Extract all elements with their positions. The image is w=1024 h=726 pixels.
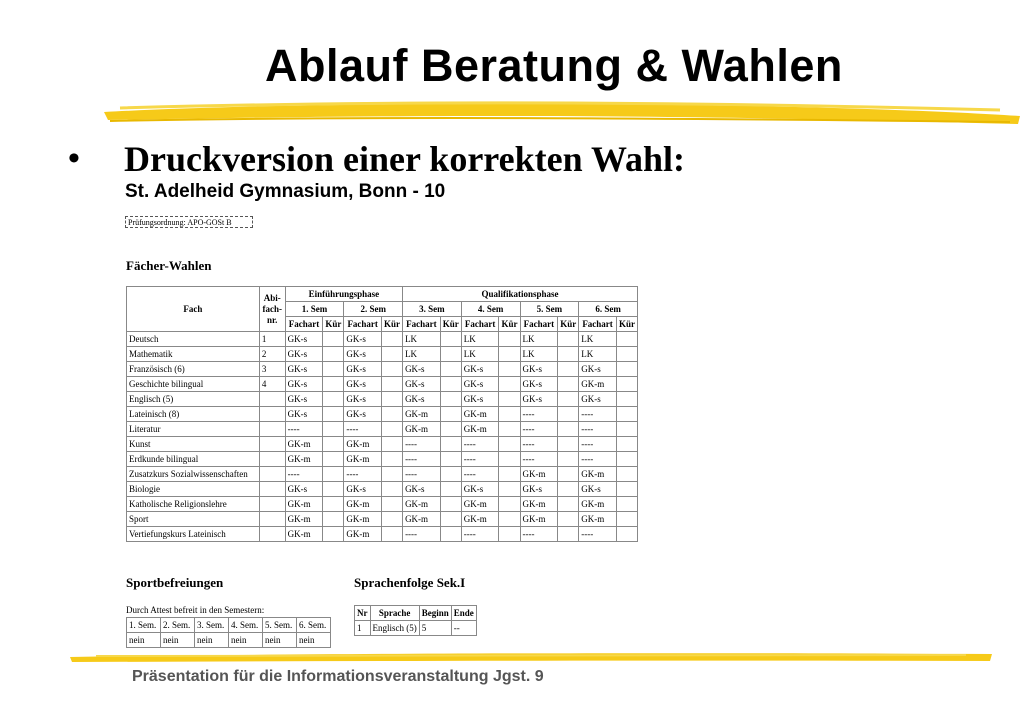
fachart-cell: GK-m [520, 467, 558, 482]
sportbefreiung-table [126, 617, 331, 648]
kuer-header: Kür [616, 317, 637, 332]
table-row [127, 437, 638, 452]
fachart-cell: GK-s [520, 377, 558, 392]
table-row [127, 392, 638, 407]
faecher-table [126, 286, 638, 542]
school-heading: St. Adelheid Gymnasium, Bonn - 10 [125, 181, 446, 202]
abifach-cell [259, 512, 285, 527]
kuer-cell [499, 482, 520, 497]
abifach-cell: 1 [259, 332, 285, 347]
kuer-cell [616, 467, 637, 482]
kuer-cell [440, 377, 461, 392]
fachart-cell: GK-m [403, 497, 441, 512]
kuer-cell [499, 407, 520, 422]
kuer-header: Kür [382, 317, 403, 332]
kuer-cell [323, 482, 344, 497]
fachart-cell: GK-s [285, 362, 323, 377]
fachart-cell: ---- [579, 407, 617, 422]
fachart-cell: GK-s [344, 332, 382, 347]
kuer-header: Kür [499, 317, 520, 332]
kuer-cell [323, 527, 344, 542]
sprachen-sprache-cell: Englisch (5) [370, 621, 419, 636]
sprachen-header: Nr [355, 606, 371, 621]
kuer-cell [382, 452, 403, 467]
kuer-cell [323, 392, 344, 407]
phase-qualifikation-header: Qualifikationsphase [403, 287, 638, 302]
kuer-cell [616, 422, 637, 437]
kuer-cell [440, 362, 461, 377]
fachart-cell: GK-s [285, 347, 323, 362]
fachart-cell: ---- [579, 422, 617, 437]
sport-sem-header: 6. Sem. [297, 618, 331, 633]
abifach-cell: 4 [259, 377, 285, 392]
fach-cell: Biologie [127, 482, 260, 497]
fachart-cell: GK-m [520, 512, 558, 527]
fachart-cell: GK-s [285, 332, 323, 347]
sport-sem-value: nein [195, 633, 229, 648]
fach-cell: Lateinisch (8) [127, 407, 260, 422]
kuer-cell [323, 422, 344, 437]
fachart-cell: GK-s [579, 362, 617, 377]
abifach-cell [259, 452, 285, 467]
fachart-cell: GK-m [461, 512, 499, 527]
sprachen-heading: Sprachenfolge Sek.I [354, 575, 466, 590]
footer-underline-stroke [66, 648, 996, 668]
sprachen-header: Beginn [419, 606, 451, 621]
table-row [127, 527, 638, 542]
fachart-cell: GK-s [285, 482, 323, 497]
sport-sem-header: 1. Sem. [127, 618, 161, 633]
fachart-cell: ---- [285, 467, 323, 482]
kuer-cell [440, 527, 461, 542]
fachart-cell: GK-m [579, 512, 617, 527]
kuer-cell [499, 377, 520, 392]
fachart-cell: GK-s [344, 362, 382, 377]
fachart-cell: LK [461, 332, 499, 347]
kuer-cell [499, 362, 520, 377]
kuer-cell [382, 377, 403, 392]
kuer-header: Kür [558, 317, 579, 332]
fachart-cell: GK-m [344, 527, 382, 542]
sport-sem-value: nein [127, 633, 161, 648]
sport-sem-header: 5. Sem. [263, 618, 297, 633]
semester-header: 6. Sem [579, 302, 638, 317]
fachart-cell: GK-m [285, 497, 323, 512]
fachart-cell: GK-s [461, 377, 499, 392]
sport-sem-value: nein [161, 633, 195, 648]
fachart-cell: ---- [520, 437, 558, 452]
semester-header: 2. Sem [344, 302, 403, 317]
table-row [127, 452, 638, 467]
fachart-cell: LK [403, 332, 441, 347]
kuer-cell [616, 407, 637, 422]
fach-cell: Vertiefungskurs Lateinisch [127, 527, 260, 542]
fachart-cell: LK [461, 347, 499, 362]
fachart-cell: GK-m [403, 512, 441, 527]
abifach-cell [259, 497, 285, 512]
fach-cell: Erdkunde bilingual [127, 452, 260, 467]
semester-header: 4. Sem [461, 302, 520, 317]
kuer-cell [558, 527, 579, 542]
fachart-cell: GK-s [344, 392, 382, 407]
kuer-cell [382, 392, 403, 407]
table-row [127, 497, 638, 512]
fachart-cell: GK-s [344, 377, 382, 392]
kuer-cell [558, 407, 579, 422]
fach-cell: Geschichte bilingual [127, 377, 260, 392]
abifach-cell: 3 [259, 362, 285, 377]
kuer-cell [382, 422, 403, 437]
sport-sem-value: nein [229, 633, 263, 648]
fachart-cell: ---- [579, 452, 617, 467]
kuer-cell [323, 362, 344, 377]
kuer-cell [616, 392, 637, 407]
kuer-cell [616, 512, 637, 527]
fachart-cell: GK-s [344, 347, 382, 362]
fachart-cell: GK-m [344, 497, 382, 512]
kuer-cell [558, 512, 579, 527]
kuer-cell [499, 497, 520, 512]
kuer-cell [323, 467, 344, 482]
semester-header: 5. Sem [520, 302, 579, 317]
fachart-cell: GK-s [461, 362, 499, 377]
kuer-cell [382, 512, 403, 527]
fach-cell: Sport [127, 512, 260, 527]
kuer-cell [558, 437, 579, 452]
kuer-cell [499, 452, 520, 467]
fachart-cell: GK-s [344, 482, 382, 497]
fach-cell: Literatur [127, 422, 260, 437]
fachart-cell: ---- [285, 422, 323, 437]
fachart-cell: ---- [520, 452, 558, 467]
fachart-cell: GK-s [285, 407, 323, 422]
kuer-cell [323, 332, 344, 347]
fachart-cell: GK-m [285, 527, 323, 542]
sport-heading: Sportbefreiungen [126, 575, 224, 590]
fachart-cell: GK-m [461, 497, 499, 512]
fachart-header: Fachart [520, 317, 558, 332]
fachart-cell: ---- [403, 452, 441, 467]
fachart-cell: GK-s [461, 482, 499, 497]
fachart-cell: GK-m [344, 452, 382, 467]
sprachen-nr-cell: 1 [355, 621, 371, 636]
kuer-cell [616, 497, 637, 512]
fachart-cell: GK-s [520, 392, 558, 407]
kuer-header: Kür [323, 317, 344, 332]
table-row [127, 407, 638, 422]
abifach-header: Abi-fach-nr. [259, 287, 285, 332]
fach-cell: Zusatzkurs Sozialwissenschaften [127, 467, 260, 482]
kuer-cell [558, 377, 579, 392]
semester-header: 1. Sem [285, 302, 344, 317]
abifach-cell [259, 392, 285, 407]
fachart-cell: LK [579, 332, 617, 347]
sport-sem-header: 4. Sem. [229, 618, 263, 633]
kuer-cell [382, 437, 403, 452]
fachart-cell: GK-m [579, 497, 617, 512]
faecher-heading: Fächer-Wahlen [126, 258, 212, 273]
fachart-cell: GK-m [403, 422, 441, 437]
kuer-cell [382, 347, 403, 362]
fachart-cell: GK-s [520, 482, 558, 497]
fachart-cell: GK-m [579, 467, 617, 482]
table-row [127, 377, 638, 392]
sprachen-header: Sprache [370, 606, 419, 621]
fachart-cell: GK-s [403, 392, 441, 407]
fach-header: Fach [127, 287, 260, 332]
fachart-cell: GK-m [285, 512, 323, 527]
table-row [127, 482, 638, 497]
kuer-cell [440, 497, 461, 512]
bullet-symbol: • [68, 140, 80, 177]
kuer-cell [558, 392, 579, 407]
kuer-cell [382, 497, 403, 512]
table-row [127, 362, 638, 377]
kuer-cell [499, 347, 520, 362]
fachart-cell: GK-s [579, 482, 617, 497]
table-row [127, 347, 638, 362]
kuer-cell [558, 347, 579, 362]
title-underline-stroke [100, 96, 1024, 130]
fachart-cell: ---- [579, 527, 617, 542]
fachart-cell: ---- [461, 527, 499, 542]
fachart-cell: GK-m [579, 377, 617, 392]
fachart-cell: ---- [403, 437, 441, 452]
kuer-cell [382, 467, 403, 482]
fachart-cell: GK-m [344, 512, 382, 527]
fachart-cell: ---- [520, 527, 558, 542]
abifach-cell: 2 [259, 347, 285, 362]
kuer-cell [323, 452, 344, 467]
fach-cell: Englisch (5) [127, 392, 260, 407]
fachart-cell: LK [403, 347, 441, 362]
fachart-cell: ---- [403, 467, 441, 482]
fachart-cell: ---- [344, 422, 382, 437]
abifach-cell [259, 527, 285, 542]
kuer-cell [323, 437, 344, 452]
fachart-cell: ---- [520, 422, 558, 437]
fachart-header: Fachart [285, 317, 323, 332]
sprachen-ende-cell: -- [451, 621, 476, 636]
fachart-cell: GK-m [461, 422, 499, 437]
fachart-header: Fachart [461, 317, 499, 332]
fach-cell: Mathematik [127, 347, 260, 362]
fachart-header: Fachart [403, 317, 441, 332]
kuer-cell [616, 332, 637, 347]
kuer-cell [616, 347, 637, 362]
fachart-cell: ---- [520, 407, 558, 422]
kuer-header: Kür [440, 317, 461, 332]
kuer-cell [558, 467, 579, 482]
kuer-cell [558, 452, 579, 467]
footer-text: Präsentation für die Informationsveranstaltung Jgst. 9 [132, 668, 544, 685]
kuer-cell [323, 347, 344, 362]
kuer-cell [558, 332, 579, 347]
fachart-cell: GK-m [461, 407, 499, 422]
fachart-cell: GK-s [403, 377, 441, 392]
sport-sem-header: 2. Sem. [161, 618, 195, 633]
kuer-cell [558, 497, 579, 512]
fachart-cell: GK-m [520, 497, 558, 512]
table-row [127, 467, 638, 482]
kuer-cell [616, 437, 637, 452]
kuer-cell [558, 422, 579, 437]
kuer-cell [323, 407, 344, 422]
kuer-cell [440, 452, 461, 467]
fachart-header: Fachart [344, 317, 382, 332]
fachart-cell: ---- [579, 437, 617, 452]
kuer-cell [616, 452, 637, 467]
fachart-cell: LK [520, 347, 558, 362]
fachart-cell: GK-s [520, 362, 558, 377]
fachart-cell: GK-s [461, 392, 499, 407]
fachart-cell: ---- [344, 467, 382, 482]
kuer-cell [440, 332, 461, 347]
fach-cell: Französisch (6) [127, 362, 260, 377]
kuer-cell [382, 332, 403, 347]
fachart-cell: LK [520, 332, 558, 347]
kuer-cell [499, 422, 520, 437]
kuer-cell [499, 392, 520, 407]
kuer-cell [382, 527, 403, 542]
kuer-cell [499, 467, 520, 482]
fachart-cell: GK-s [403, 482, 441, 497]
fachart-cell: ---- [461, 437, 499, 452]
kuer-cell [558, 482, 579, 497]
slide-title: Ablauf Beratung & Wahlen [265, 40, 843, 91]
fachart-cell: GK-s [403, 362, 441, 377]
fachart-header: Fachart [579, 317, 617, 332]
sprachenfolge-table [354, 605, 477, 636]
fachart-cell: GK-s [344, 407, 382, 422]
table-row [127, 332, 638, 347]
fachart-cell: GK-s [579, 392, 617, 407]
abifach-cell [259, 422, 285, 437]
kuer-cell [558, 362, 579, 377]
kuer-cell [440, 392, 461, 407]
fachart-cell: GK-m [344, 437, 382, 452]
kuer-cell [323, 497, 344, 512]
table-row [127, 512, 638, 527]
abifach-cell [259, 407, 285, 422]
kuer-cell [440, 467, 461, 482]
kuer-cell [616, 482, 637, 497]
attest-note: Durch Attest befreit in den Semestern: [126, 605, 265, 615]
sprachen-beginn-cell: 5 [419, 621, 451, 636]
sport-sem-header: 3. Sem. [195, 618, 229, 633]
abifach-cell [259, 437, 285, 452]
fach-cell: Katholische Religionslehre [127, 497, 260, 512]
phase-einfuehrung-header: Einführungsphase [285, 287, 402, 302]
fachart-cell: ---- [403, 527, 441, 542]
kuer-cell [440, 422, 461, 437]
kuer-cell [440, 407, 461, 422]
kuer-cell [323, 377, 344, 392]
kuer-cell [440, 347, 461, 362]
kuer-cell [499, 512, 520, 527]
kuer-cell [382, 482, 403, 497]
kuer-cell [616, 527, 637, 542]
kuer-cell [499, 332, 520, 347]
fachart-cell: ---- [461, 452, 499, 467]
abifach-cell [259, 482, 285, 497]
kuer-cell [382, 362, 403, 377]
semester-header: 3. Sem [403, 302, 462, 317]
fachart-cell: ---- [461, 467, 499, 482]
sport-sem-value: nein [297, 633, 331, 648]
kuer-cell [616, 362, 637, 377]
fachart-cell: GK-m [403, 407, 441, 422]
fachart-cell: GK-m [285, 452, 323, 467]
kuer-cell [499, 527, 520, 542]
table-row [127, 422, 638, 437]
sprachen-row [355, 621, 477, 636]
abifach-cell [259, 467, 285, 482]
fachart-cell: GK-s [285, 377, 323, 392]
pruefungsordnung-box: Prüfungsordnung: APO-GOSt B [125, 216, 253, 228]
kuer-cell [616, 377, 637, 392]
kuer-cell [499, 437, 520, 452]
fach-cell: Deutsch [127, 332, 260, 347]
kuer-cell [440, 437, 461, 452]
kuer-cell [382, 407, 403, 422]
fachart-cell: GK-m [285, 437, 323, 452]
kuer-cell [440, 512, 461, 527]
fachart-cell: GK-s [285, 392, 323, 407]
bullet-text: Druckversion einer korrekten Wahl: [124, 139, 685, 179]
sprachen-header: Ende [451, 606, 476, 621]
kuer-cell [323, 512, 344, 527]
kuer-cell [440, 482, 461, 497]
fachart-cell: LK [579, 347, 617, 362]
fach-cell: Kunst [127, 437, 260, 452]
sport-sem-value: nein [263, 633, 297, 648]
